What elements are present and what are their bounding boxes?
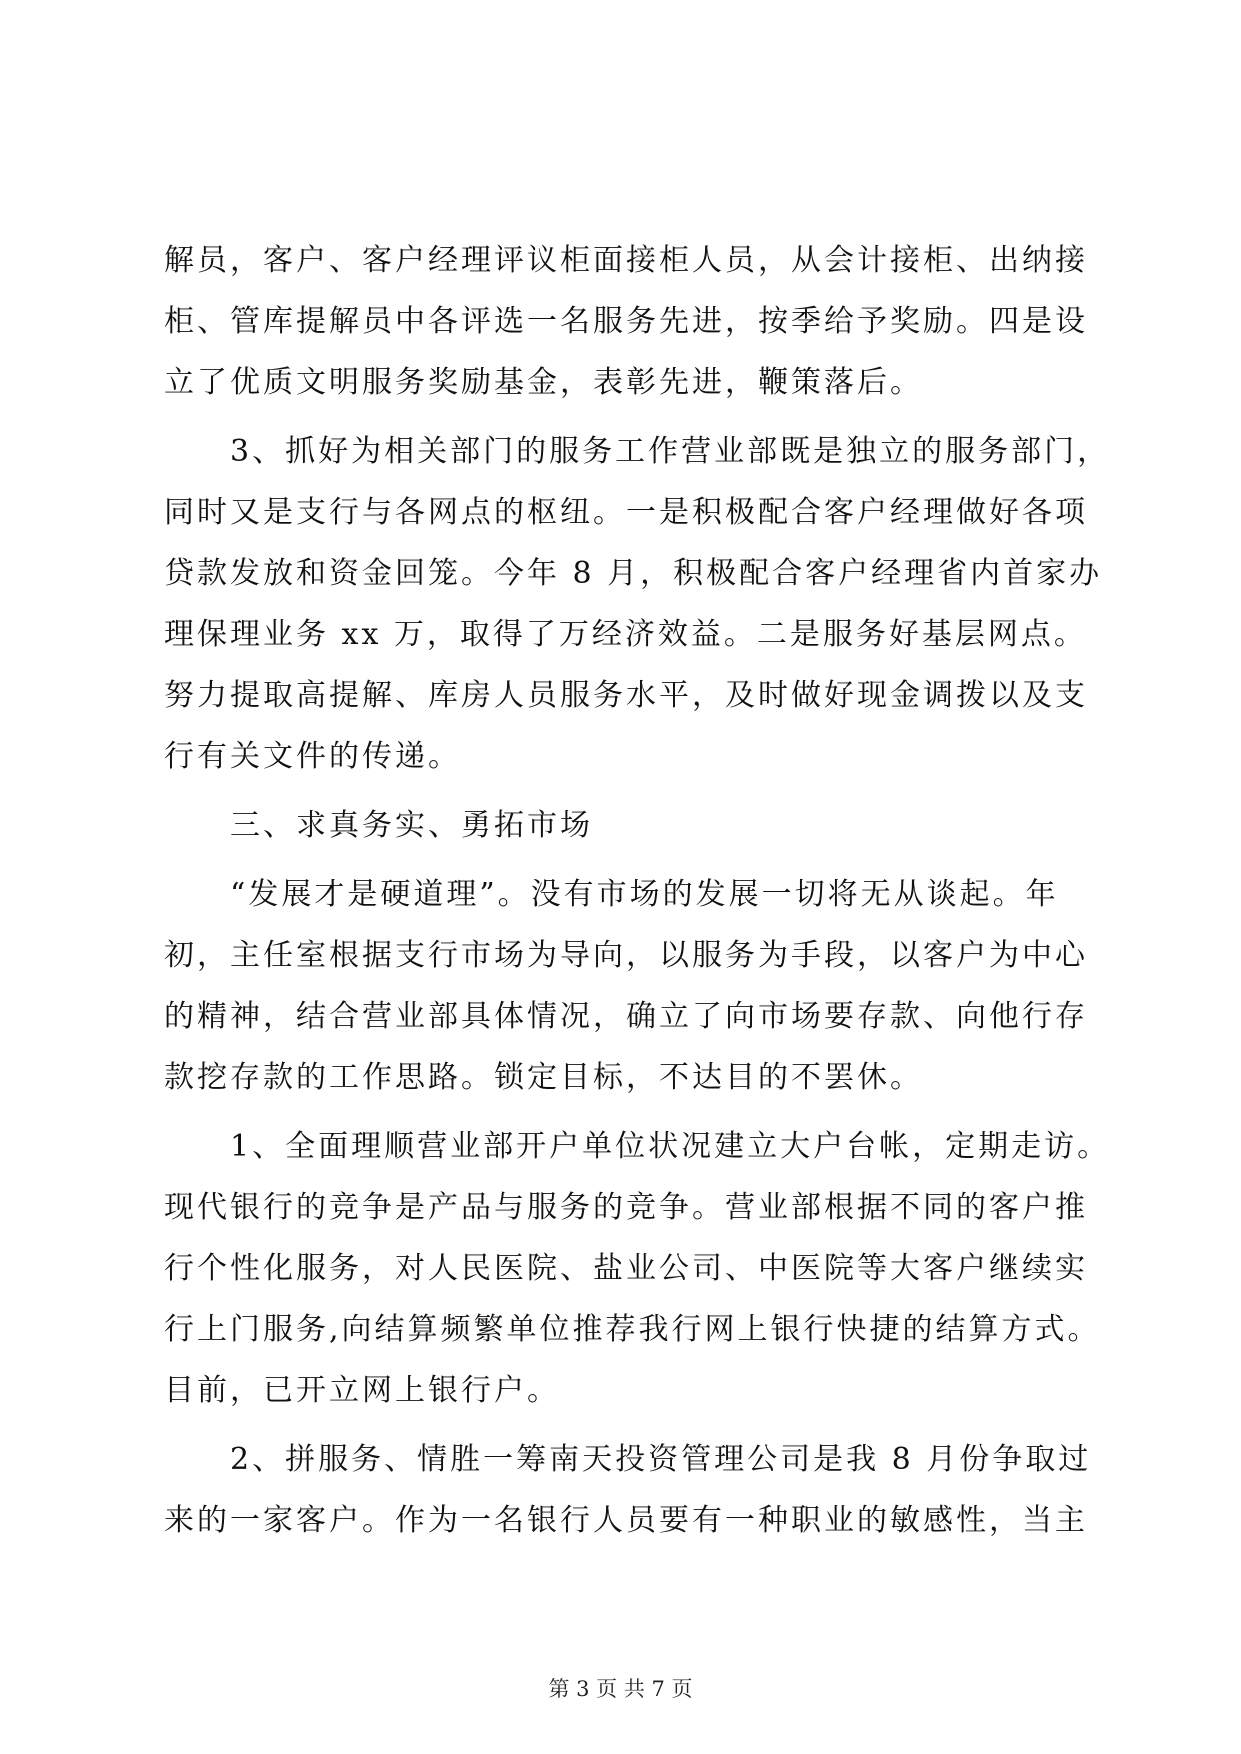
- text-line: 努力提取高提解、库房人员服务水平，及时做好现金调拨以及支: [164, 678, 1088, 713]
- text-line: “发展才是硬道理”。没有市场的发展一切将无从谈起。年: [164, 877, 1059, 912]
- text-line: 立了优质文明服务奖励基金，表彰先进，鞭策落后。: [164, 365, 923, 400]
- text-line: 行个性化服务，对人民医院、盐业公司、中医院等大客户继续实: [164, 1251, 1088, 1286]
- text-line: 行有关文件的传递。: [164, 739, 461, 774]
- text-line: 初，主任室根据支行市场为导向，以服务为手段，以客户为中心: [164, 938, 1088, 973]
- text-line: 柜、管库提解员中各评选一名服务先进，按季给予奖励。四是设: [164, 304, 1088, 339]
- text-line: 行上门服务,向结算频繁单位推荐我行网上银行快捷的结算方式。: [164, 1312, 1101, 1347]
- text-line: 解员，客户、客户经理评议柜面接柜人员，从会计接柜、出纳接: [164, 243, 1088, 278]
- text-line: 款挖存款的工作思路。锁定目标，不达目的不罢休。: [164, 1060, 923, 1095]
- section-heading: 三、求真务实、勇拓市场: [164, 808, 593, 843]
- text-line: 2、拼服务、情胜一筹南天投资管理公司是我 8 月份争取过: [164, 1442, 1092, 1477]
- text-line: 1、全面理顺营业部开户单位状况建立大户台帐，定期走访。: [164, 1129, 1111, 1164]
- text-line: 现代银行的竞争是产品与服务的竞争。营业部根据不同的客户推: [164, 1190, 1088, 1225]
- text-line: 同时又是支行与各网点的枢纽。一是积极配合客户经理做好各项: [164, 495, 1088, 530]
- text-line: 3、抓好为相关部门的服务工作营业部既是独立的服务部门，: [164, 434, 1111, 469]
- text-line: 贷款发放和资金回笼。今年 8 月，积极配合客户经理省内首家办: [164, 556, 1103, 591]
- text-line: 理保理业务 xx 万，取得了万经济效益。二是服务好基层网点。: [164, 617, 1087, 652]
- text-line: 的精神，结合营业部具体情况，确立了向市场要存款、向他行存: [164, 999, 1088, 1034]
- page-number: 第 3 页 共 7 页: [548, 1677, 693, 1701]
- text-line: 来的一家客户。作为一名银行人员要有一种职业的敏感性，当主: [164, 1503, 1088, 1538]
- body-text: [164, 230, 1111, 1551]
- text-line: 目前，已开立网上银行户。: [164, 1373, 560, 1408]
